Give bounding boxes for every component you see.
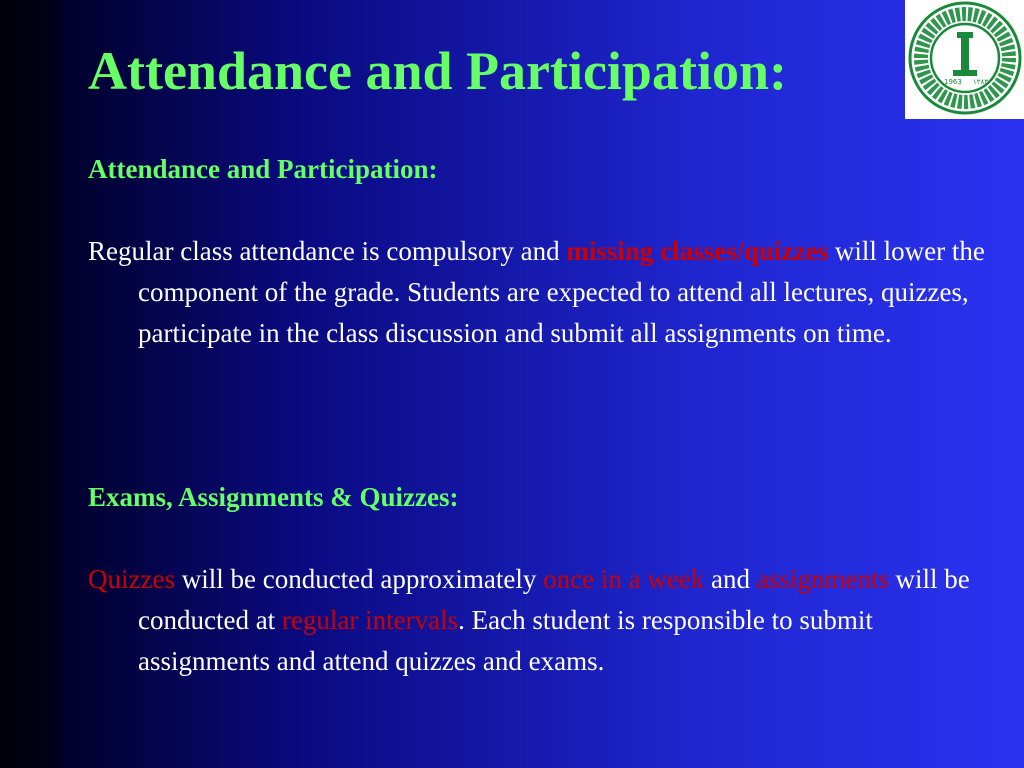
- exams-text-3: will be conducted at: [138, 564, 970, 635]
- exams-text-4: . Each student is responsible to submit assignments and attend quizzes and exams.: [138, 605, 873, 676]
- exams-highlight-assignments: assignments: [756, 564, 889, 594]
- attendance-text-end: will lower the component of the grade. Students are expected to attend all lectures, quizzes, participate in the class discussion and submit all assignments on time.: [138, 236, 985, 348]
- university-seal-icon: [905, 0, 1024, 119]
- exams-highlight-frequency: once in a week: [543, 564, 705, 594]
- exams-text-2: and: [704, 564, 757, 594]
- attendance-highlight: missing classes/quizzes: [566, 236, 829, 266]
- section-heading-attendance: Attendance and Participation:: [88, 154, 438, 184]
- slide-left-band: [0, 0, 62, 768]
- section-heading-exams: Exams, Assignments & Quizzes:: [88, 482, 459, 512]
- exams-text-1: will be conducted approximately: [174, 564, 544, 594]
- exams-highlight-quizzes: Quizzes: [88, 564, 175, 594]
- logo-hijri-year: ١٣٨٣: [973, 78, 989, 86]
- attendance-text-start: Regular class attendance is compulsory and: [88, 236, 567, 266]
- slide-title: Attendance and Participation:: [88, 41, 787, 101]
- logo-year: 1963: [944, 78, 962, 86]
- exams-highlight-intervals: regular intervals: [281, 605, 459, 635]
- exams-paragraph: [88, 559, 988, 682]
- attendance-paragraph: [88, 231, 988, 354]
